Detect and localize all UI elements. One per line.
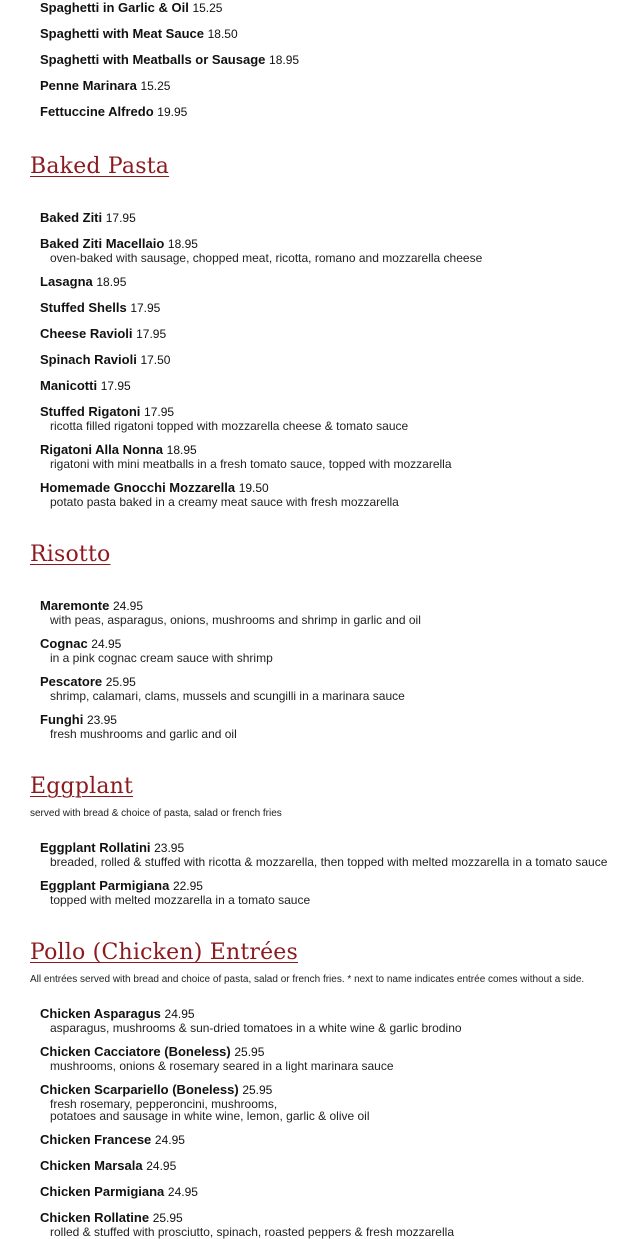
menu-item-line [40,300,630,316]
menu-item-funghi [40,712,630,740]
menu-item-eggplant-rollatini [40,840,630,868]
menu-item-name: Rigatoni Alla Nonna [40,442,164,457]
menu-item-price: 17.95 [130,301,161,315]
menu-item-chicken-scarpariello-boneless [40,1082,630,1122]
menu-item-name: Pescatore [40,674,103,689]
menu-item-price: 18.50 [207,27,238,41]
menu-item-name: Chicken Marsala [40,1158,143,1173]
menu-item-name: Cheese Ravioli [40,326,133,341]
menu-item-fettuccine-alfredo [40,104,630,120]
menu-item-name: Chicken Cacciatore (Boneless) [40,1044,231,1059]
menu-item-line [40,210,630,226]
menu-item-line [40,712,630,728]
menu-item-line [40,326,630,342]
menu-item-price: 24.95 [154,1133,185,1147]
menu-item-line [40,274,630,290]
menu-item-chicken-asparagus [40,1006,630,1034]
menu-item-name: Chicken Scarpariello (Boneless) [40,1082,239,1097]
menu-item-line [40,598,630,614]
menu-item-name: Eggplant Rollatini [40,840,151,855]
menu-item-chicken-francese [40,1132,630,1148]
menu-item-line [40,104,630,120]
menu-item-chicken-rollatine [40,1210,630,1238]
menu-item-name: Chicken Parmigiana [40,1184,165,1199]
menu-item-description: shrimp, calamari, clams, mussels and scungilli in a marinara sauce [50,689,405,703]
menu-item-line [40,52,630,68]
menu-item-description: fresh rosemary, pepperoncini, mushrooms, potatoes and sausage in white wine, lemon, garlic & olive oil [50,1097,370,1123]
menu-item-price: 17.95 [105,211,136,225]
menu-item-chicken-parmigiana [40,1184,630,1200]
section-heading-risotto: Risotto [30,542,111,567]
menu-item-spinach-ravioli [40,352,630,368]
menu-item-price: 22.95 [172,879,203,893]
menu-item-price: 23.95 [154,841,185,855]
menu-item-name: Homemade Gnocchi Mozzarella [40,480,236,495]
menu-item-price: 17.95 [136,327,167,341]
menu-item-description: topped with melted mozzarella in a tomato sauce [50,893,311,907]
menu-item-description: mushrooms, onions & rosemary seared in a light marinara sauce [50,1059,394,1073]
menu-item-manicotti [40,378,630,394]
menu-item-chicken-marsala [40,1158,630,1174]
menu-item-name: Maremonte [40,598,110,613]
menu-item-description: with peas, asparagus, onions, mushrooms and shrimp in garlic and oil [50,613,421,627]
menu-item-price: 18.95 [167,237,198,251]
menu-item-description: ricotta filled rigatoni topped with mozzarella cheese & tomato sauce [50,419,409,433]
menu-item-description: asparagus, mushrooms & sun-dried tomatoes in a white wine & garlic brodino [50,1021,462,1035]
menu-item-price: 18.95 [166,443,197,457]
menu-item-description: fresh mushrooms and garlic and oil [50,727,237,741]
menu-item-price: 25.95 [234,1045,265,1059]
menu-item-price: 24.95 [167,1185,198,1199]
menu-item-eggplant-parmigiana [40,878,630,906]
menu-item-chicken-cacciatore-boneless [40,1044,630,1072]
menu-item-name: Spaghetti in Garlic & Oil [40,0,189,15]
menu-item-line [40,480,630,496]
section-heading-baked-pasta: Baked Pasta [30,154,170,179]
section-note-pollo: All entrées served with bread and choice of pasta, salad or french fries. * next to name indicates entrée comes without a side. [30,974,585,985]
menu-item-spaghetti-in-garlic-oil [40,0,630,16]
menu-item-line [40,1210,630,1226]
menu-item-line [40,1132,630,1148]
menu-item-name: Spinach Ravioli [40,352,137,367]
menu-item-name: Penne Marinara [40,78,137,93]
menu-item-price: 17.50 [140,353,171,367]
menu-item-price: 24.95 [112,599,144,613]
menu-item-price: 24.95 [146,1159,177,1173]
menu-item-price: 15.25 [140,79,171,93]
menu-item-line [40,1044,630,1060]
menu-item-price: 15.25 [192,1,223,15]
menu-item-name: Stuffed Rigatoni [40,404,141,419]
section-heading-eggplant: Eggplant [30,774,134,799]
menu-item-lasagna [40,274,630,290]
menu-item-baked-ziti [40,210,630,226]
menu-item-line [40,236,630,252]
menu-item-line [40,26,630,42]
menu-item-rigatoni-alla-nonna [40,442,630,470]
menu-item-name: Spaghetti with Meat Sauce [40,26,204,41]
menu-item-homemade-gnocchi-mozzarella [40,480,630,508]
menu-item-name: Chicken Francese [40,1132,152,1147]
menu-item-line [40,1082,630,1098]
menu-item-price: 25.95 [105,675,136,689]
menu-item-stuffed-rigatoni [40,404,630,432]
menu-item-description: rigatoni with mini meatballs in a fresh tomato sauce, topped with mozzarella [50,457,452,471]
menu-item-name: Funghi [40,712,84,727]
menu-item-spaghetti-with-meat-sauce [40,26,630,42]
menu-item-description: in a pink cognac cream sauce with shrimp [50,651,273,665]
menu-item-name: Chicken Rollatine [40,1210,150,1225]
menu-item-penne-marinara [40,78,630,94]
menu-item-name: Chicken Asparagus [40,1006,161,1021]
menu-item-name: Baked Ziti Macellaio [40,236,165,251]
menu-item-price: 18.95 [269,53,300,67]
menu-item-stuffed-shells [40,300,630,316]
menu-item-price: 24.95 [164,1007,195,1021]
menu-item-name: Lasagna [40,274,93,289]
menu-item-name: Stuffed Shells [40,300,127,315]
menu-item-line [40,878,630,894]
menu-item-name: Cognac [40,636,88,651]
menu-item-name: Baked Ziti [40,210,103,225]
menu-item-line [40,1006,630,1022]
menu-item-line [40,636,630,652]
menu-item-pescatore [40,674,630,702]
menu-item-price: 17.95 [144,405,175,419]
section-note-eggplant: served with bread & choice of pasta, salad or french fries [30,808,282,819]
menu-item-name: Eggplant Parmigiana [40,878,170,893]
menu-item-name: Fettuccine Alfredo [40,104,154,119]
menu-item-line [40,1158,630,1174]
menu-item-description: rolled & stuffed with prosciutto, spinach, roasted peppers & fresh mozzarella [50,1225,454,1239]
menu-item-line [40,404,630,420]
menu-item-price: 19.50 [238,481,269,495]
menu-item-price: 24.95 [91,637,122,651]
menu-item-line [40,1184,630,1200]
menu-item-spaghetti-with-meatballs-or-sausage [40,52,630,68]
menu-item-cognac [40,636,630,664]
menu-item-name: Manicotti [40,378,98,393]
menu-item-line [40,0,630,16]
menu-item-line [40,78,630,94]
menu-item-line [40,674,630,690]
menu-item-price: 25.95 [242,1083,273,1097]
menu-item-description: oven-baked with sausage, chopped meat, ricotta, romano and mozzarella cheese [50,251,483,265]
menu-item-price: 25.95 [152,1211,183,1225]
menu-item-line [40,442,630,458]
menu-item-baked-ziti-macellaio [40,236,630,264]
menu-item-description: breaded, rolled & stuffed with ricotta & mozzarella, then topped with melted mozzarella in a tomato sauce [50,855,608,869]
menu-item-line [40,378,630,394]
section-heading-pollo: Pollo (Chicken) Entrées [30,940,299,965]
menu-item-price: 19.95 [157,105,188,119]
menu-item-price: 17.95 [100,379,131,393]
menu-item-line [40,352,630,368]
menu-item-price: 23.95 [86,713,117,727]
menu-item-cheese-ravioli [40,326,630,342]
menu-item-price: 18.95 [96,275,127,289]
menu-item-description: potato pasta baked in a creamy meat sauce with fresh mozzarella [50,495,399,509]
menu-item-maremonte [40,598,630,626]
menu-item-line [40,840,630,856]
menu-item-name: Spaghetti with Meatballs or Sausage [40,52,266,67]
